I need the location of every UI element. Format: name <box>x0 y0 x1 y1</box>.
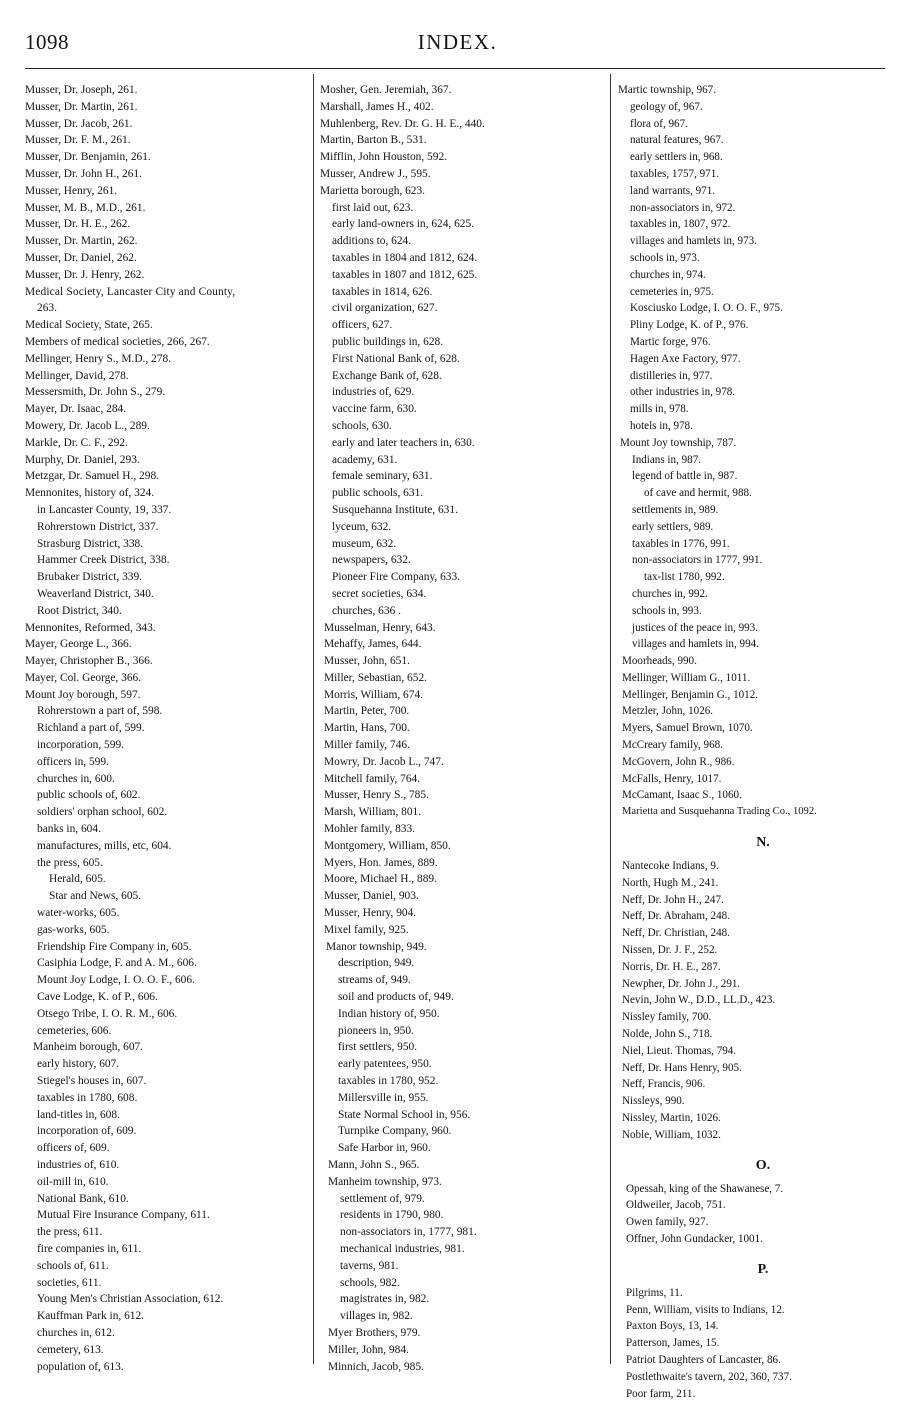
section-heading-p: P. <box>757 1261 769 1277</box>
index-entry: Musser, Dr. Martin, 261. <box>25 100 138 113</box>
index-entry: Norris, Dr. H. E., 287. <box>622 960 721 973</box>
index-entry: Penn, William, visits to Indians, 12. <box>626 1303 785 1316</box>
index-subentry: gas-works, 605. <box>37 923 110 936</box>
index-entry: Musser, Dr. J. Henry, 262. <box>25 268 145 281</box>
index-entry: Neff, Francis, 906. <box>622 1078 706 1091</box>
index-subentry: Brubaker District, 339. <box>37 571 143 584</box>
index-subentry: First National Bank of, 628. <box>332 352 460 365</box>
index-entry: Musser, Dr. H. E., 262. <box>25 218 131 231</box>
index-entry: Neff, Dr. Hans Henry, 905. <box>622 1061 742 1074</box>
index-entry: Musser, Dr. Benjamin, 261. <box>25 151 151 164</box>
index-subentry: taverns, 981. <box>340 1259 399 1272</box>
index-entry: Nantecoke Indians, 9. <box>622 860 719 873</box>
index-entry: Mowery, Dr. Jacob L., 289. <box>25 419 150 432</box>
index-subentry: mills in, 978. <box>630 403 689 416</box>
index-entry: McCreary family, 968. <box>622 739 723 752</box>
index-entry: Mayer, Christopher B., 366. <box>25 655 153 668</box>
index-subentry: Otsego Tribe, I. O. R. M., 606. <box>37 1007 178 1020</box>
index-entry: Murphy, Dr. Daniel, 293. <box>25 453 140 466</box>
index-entry: McGovern, John R., 986. <box>622 755 735 768</box>
index-subentry: legend of battle in, 987. <box>632 470 738 483</box>
index-entry: Mennonites, history of, 324. <box>25 487 155 500</box>
index-entry: McFalls, Henry, 1017. <box>622 772 722 785</box>
index-subentry: public buildings in, 628. <box>332 335 444 348</box>
index-subentry: National Bank, 610. <box>37 1192 129 1205</box>
section-heading-n: N. <box>756 835 770 851</box>
index-entry: Oldweiler, Jacob, 751. <box>626 1199 726 1212</box>
index-subentry: Safe Harbor in, 960. <box>338 1142 431 1155</box>
index-entry: Mohler family, 833. <box>324 823 416 836</box>
index-entry: Poor farm, 211. <box>626 1387 696 1400</box>
index-entry: Mifflin, John Houston, 592. <box>320 151 447 164</box>
index-subentry: civil organization, 627. <box>332 302 438 315</box>
index-subentry: other industries in, 978. <box>630 386 736 399</box>
index-subentry: Young Men's Christian Association, 612. <box>37 1293 224 1306</box>
index-subentry: Root District, 340. <box>37 604 122 617</box>
index-subentry: population of, 613. <box>37 1360 124 1373</box>
index-subentry: villages in, 982. <box>340 1310 413 1323</box>
column-divider-2 <box>610 74 611 1364</box>
index-entry: Morris, William, 674. <box>324 688 423 701</box>
index-subentry: description, 949. <box>338 957 415 970</box>
index-entry: Nissen, Dr. J. F., 252. <box>622 944 718 957</box>
index-entry: Mayer, Dr. Isaac, 284. <box>25 403 127 416</box>
index-subentry: land warrants, 971. <box>630 184 716 197</box>
index-subentry: public schools of, 602. <box>37 789 141 802</box>
index-entry: Owen family, 927. <box>626 1216 709 1229</box>
index-entry: Martin, Barton B., 531. <box>320 134 427 147</box>
index-entry: Nissleys, 990. <box>622 1095 685 1108</box>
index-column-3 <box>618 82 908 1402</box>
index-entry: Neff, Dr. Abraham, 248. <box>622 910 730 923</box>
index-subentry: non-associators in, 972. <box>630 201 736 214</box>
index-subentry: pioneers in, 950. <box>338 1024 414 1037</box>
index-subentry: cemeteries, 606. <box>37 1024 112 1037</box>
index-entry: Musser, M. B., M.D., 261. <box>25 201 146 214</box>
index-entry: Martin, Peter, 700. <box>324 705 410 718</box>
index-subsubentry: Herald, 605. <box>49 873 106 886</box>
index-subentry: villages and hamlets in, 973. <box>630 235 757 248</box>
index-subsubentry: Star and News, 605. <box>49 890 142 903</box>
index-entry: Mayer, George L., 366. <box>25 638 132 651</box>
index-subentry: cemeteries in, 975. <box>630 285 714 298</box>
index-entry: Muhlenberg, Rev. Dr. G. H. E., 440. <box>320 117 485 130</box>
index-subentry: newspapers, 632. <box>332 554 411 567</box>
index-subentry: Martic forge, 976. <box>630 335 711 348</box>
index-subentry: taxables, 1757, 971. <box>630 167 720 180</box>
index-subentry: early settlers, 989. <box>632 520 714 533</box>
index-subentry: the press, 605. <box>37 856 103 869</box>
index-entry: Postlethwaite's tavern, 202, 360, 737. <box>626 1370 792 1383</box>
index-subentry: natural features, 967. <box>630 134 724 147</box>
index-subentry: Weaverland District, 340. <box>37 587 154 600</box>
index-entry: Manheim township, 973. <box>328 1175 442 1188</box>
page-number: 1098 <box>25 30 69 54</box>
index-subentry: taxables in 1780, 952. <box>338 1075 439 1088</box>
index-subentry: schools in, 993. <box>632 604 702 617</box>
index-entry: Musser, John, 651. <box>324 655 410 668</box>
index-entry: Musser, Dr. F. M., 261. <box>25 134 131 147</box>
index-entry: Pilgrims, 11. <box>626 1286 683 1299</box>
index-entry: Minnich, Jacob, 985. <box>328 1360 424 1373</box>
index-subentry: Richland a part of, 599. <box>37 722 145 735</box>
index-entry: Patterson, James, 15. <box>626 1337 720 1350</box>
index-entry: Musser, Henry, 261. <box>25 184 118 197</box>
index-subentry: settlement of, 979. <box>340 1192 425 1205</box>
index-subentry: taxables in, 1807, 972. <box>630 218 731 231</box>
index-subentry: Pioneer Fire Company, 633. <box>332 571 461 584</box>
index-subentry: settlements in, 989. <box>632 503 719 516</box>
index-subentry: Rohrerstown a part of, 598. <box>37 705 163 718</box>
index-subentry: first settlers, 950. <box>338 1041 418 1054</box>
index-subentry: water-works, 605. <box>37 907 120 920</box>
index-subentry: streams of, 949. <box>338 974 411 987</box>
index-entry: Mellinger, Henry S., M.D., 278. <box>25 352 172 365</box>
index-subentry: first laid out, 623. <box>332 201 414 214</box>
index-subentry: Exchange Bank of, 628. <box>332 369 442 382</box>
index-entry: Musser, Dr. Joseph, 261. <box>25 84 138 96</box>
index-subentry: officers, 627. <box>332 319 393 332</box>
index-subentry: churches, 636 . <box>332 604 401 617</box>
index-subentry: churches in, 600. <box>37 772 115 785</box>
index-subsubentry: of cave and hermit, 988. <box>644 487 752 500</box>
index-entry: Montgomery, William, 850. <box>324 839 451 852</box>
index-subentry: the press, 611. <box>37 1226 103 1239</box>
index-subentry: taxables in 1780, 608. <box>37 1091 138 1104</box>
index-entry: Musser, Henry, 904. <box>324 907 417 920</box>
index-entry: Marietta and Susquehanna Trading Co., 1092. <box>622 806 817 818</box>
index-column-2 <box>320 82 606 1375</box>
index-subentry: distilleries in, 977. <box>630 369 713 382</box>
index-subentry: land-titles in, 608. <box>37 1108 120 1121</box>
index-entry: Mount Joy township, 787. <box>620 436 737 449</box>
index-entry: Mellinger, David, 278. <box>25 369 129 382</box>
index-entry: Mayer, Col. George, 366. <box>25 671 142 684</box>
index-entry: Markle, Dr. C. F., 292. <box>25 436 128 449</box>
index-subentry: incorporation, 599. <box>37 739 124 752</box>
index-subentry: early history, 607. <box>37 1058 120 1071</box>
index-entry: Marietta borough, 623. <box>320 184 426 197</box>
index-entry: Mosher, Gen. Jeremiah, 367. <box>320 84 452 96</box>
index-entry: Nevin, John W., D.D., LL.D., 423. <box>622 994 776 1007</box>
index-subentry: churches in, 974. <box>630 268 706 281</box>
index-entry: Musser, Andrew J., 595. <box>320 167 431 180</box>
index-subentry: Mutual Fire Insurance Company, 611. <box>37 1209 210 1222</box>
index-entry: Mixel family, 925. <box>324 923 409 936</box>
index-subentry: Friendship Fire Company in, 605. <box>37 940 192 953</box>
index-subentry: churches in, 992. <box>632 587 708 600</box>
index-subentry: Pliny Lodge, K. of P., 976. <box>630 319 749 332</box>
index-entry: Mennonites, Reformed, 343. <box>25 621 156 634</box>
index-subentry: geology of, 967. <box>630 100 703 113</box>
index-subentry: Hagen Axe Factory, 977. <box>630 352 741 365</box>
index-subentry: flora of, 967. <box>630 117 688 130</box>
index-entry: McCamant, Isaac S., 1060. <box>622 789 742 802</box>
index-subentry: banks in, 604. <box>37 823 101 836</box>
index-entry: Mount Joy borough, 597. <box>25 688 141 701</box>
index-entry: Metzgar, Dr. Samuel H., 298. <box>25 470 159 483</box>
index-entry: Members of medical societies, 266, 267. <box>25 335 210 348</box>
index-subentry: justices of the peace in, 993. <box>632 621 758 634</box>
index-subentry: Indians in, 987. <box>632 453 702 466</box>
index-subentry: schools in, 973. <box>630 251 700 264</box>
index-subsubentry: tax-list 1780, 992. <box>644 571 725 584</box>
index-entry: Marshall, James H., 402. <box>320 100 434 113</box>
index-entry: Mellinger, Benjamin G., 1012. <box>622 688 759 701</box>
index-subentry: schools, 630. <box>332 419 392 432</box>
index-subentry: manufactures, mills, etc, 604. <box>37 839 172 852</box>
index-entry: Musselman, Henry, 643. <box>324 621 436 634</box>
index-subentry: early land-owners in, 624, 625. <box>332 218 475 231</box>
index-subentry: industries of, 629. <box>332 386 415 399</box>
running-head-title: INDEX. <box>417 30 498 54</box>
index-entry: Opessah, king of the Shawanese, 7. <box>626 1182 784 1195</box>
index-subentry: fire companies in, 611. <box>37 1242 142 1255</box>
index-entry: Myers, Samuel Brown, 1070. <box>622 722 753 735</box>
index-subentry: societies, 611. <box>37 1276 102 1289</box>
index-subentry: villages and hamlets in, 994. <box>632 638 759 651</box>
index-subentry: taxables in 1814, 626. <box>332 285 433 298</box>
index-subentry: Casiphia Lodge, F. and A. M., 606. <box>37 957 197 970</box>
index-subentry: State Normal School in, 956. <box>338 1108 471 1121</box>
page-header <box>0 0 915 62</box>
index-entry: Offner, John Gundacker, 1001. <box>626 1233 763 1245</box>
index-subentry: public schools, 631. <box>332 487 424 500</box>
index-entry: Nissley, Martin, 1026. <box>622 1112 721 1125</box>
index-entry: Medical Society, Lancaster City and County, <box>25 285 236 298</box>
index-entry: Musser, Henry S., 785. <box>324 789 429 802</box>
index-subentry: residents in 1790, 980. <box>340 1209 444 1222</box>
index-entry: Manheim borough, 607. <box>33 1041 144 1054</box>
index-entry: Moorheads, 990. <box>622 655 697 668</box>
index-subentry: oil-mill in, 610. <box>37 1175 109 1188</box>
index-entry: Marsh, William, 801. <box>324 806 422 819</box>
index-subentry: Turnpike Company, 960. <box>338 1125 452 1138</box>
index-subentry: magistrates in, 982. <box>340 1293 430 1306</box>
index-entry: Myers, Hon. James, 889. <box>324 856 438 869</box>
index-entry: Martic township, 967. <box>618 84 716 96</box>
index-entry: Myer Brothers, 979. <box>328 1326 421 1339</box>
index-entry: Mann, John S., 965. <box>328 1159 420 1171</box>
index-entry: Nissley family, 700. <box>622 1011 712 1024</box>
index-entry: Nolde, John S., 718. <box>622 1028 713 1041</box>
index-subentry: hotels in, 978. <box>630 419 693 432</box>
index-subentry: Mount Joy Lodge, I. O. O. F., 606. <box>37 974 195 987</box>
index-column-1 <box>25 82 308 1375</box>
index-subentry: early patentees, 950. <box>338 1058 432 1071</box>
index-subentry: Indian history of, 950. <box>338 1007 440 1020</box>
index-entry: Miller, John, 984. <box>328 1343 409 1356</box>
index-subentry: officers in, 599. <box>37 755 109 768</box>
index-subentry: soldiers' orphan school, 602. <box>37 806 168 819</box>
index-subentry: taxables in 1807 and 1812, 625. <box>332 268 478 281</box>
index-subentry: taxables in 1776, 991. <box>632 537 730 550</box>
index-entry: Mehaffy, James, 644. <box>324 638 422 651</box>
index-entry: Metzler, John, 1026. <box>622 705 714 718</box>
index-subentry: early and later teachers in, 630. <box>332 436 475 449</box>
index-subentry: Millersville in, 955. <box>338 1091 429 1104</box>
index-entry: Mitchell family, 764. <box>324 772 421 785</box>
index-entry: Musser, Dr. John H., 261. <box>25 167 142 180</box>
index-subentry: Rohrerstown District, 337. <box>37 520 159 533</box>
index-entry: Mellinger, William G., 1011. <box>622 671 751 684</box>
index-subentry: museum, 632. <box>332 537 397 550</box>
index-subentry: Hammer Creek District, 338. <box>37 554 170 567</box>
index-entry: Martin, Hans, 700. <box>324 722 410 735</box>
index-subentry: Strasburg District, 338. <box>37 537 144 550</box>
index-entry: Medical Society, State, 265. <box>25 319 153 332</box>
index-entry: Mowry, Dr. Jacob L., 747. <box>324 755 444 768</box>
index-subentry: churches in, 612. <box>37 1326 115 1339</box>
index-subentry: industries of, 610. <box>37 1159 120 1171</box>
index-subentry: Stiegel's houses in, 607. <box>37 1075 147 1088</box>
index-entry: North, Hugh M., 241. <box>622 876 719 889</box>
index-subentry: early settlers in, 968. <box>630 151 723 164</box>
column-divider-1 <box>313 74 314 1364</box>
index-entry: Neff, Dr. Christian, 248. <box>622 927 730 940</box>
index-subentry: Kosciusko Lodge, I. O. O. F., 975. <box>630 302 783 315</box>
index-entry: Neff, Dr. John H., 247. <box>622 893 724 906</box>
index-subentry: non-associators in, 1777, 981. <box>340 1226 477 1239</box>
index-subentry: Cave Lodge, K. of P., 606. <box>37 991 158 1004</box>
index-entry: Musser, Dr. Jacob, 261. <box>25 117 133 130</box>
section-heading-o: O. <box>755 1157 771 1173</box>
index-subentry: soil and products of, 949. <box>338 991 454 1004</box>
index-subentry: cemetery, 613. <box>37 1343 104 1356</box>
index-subentry: schools of, 611. <box>37 1259 109 1272</box>
index-entry: Messersmith, Dr. John S., 279. <box>25 386 166 399</box>
index-entry: Noble, William, 1032. <box>622 1128 721 1141</box>
index-subentry: taxables in 1804 and 1812, 624. <box>332 251 478 264</box>
index-subentry: Kauffman Park in, 612. <box>37 1310 145 1323</box>
index-subentry: secret societies, 634. <box>332 587 427 600</box>
index-subentry: schools, 982. <box>340 1276 400 1289</box>
index-subentry: female seminary, 631. <box>332 470 433 483</box>
index-subentry: academy, 631. <box>332 453 398 466</box>
index-entry: Miller family, 746. <box>324 739 410 752</box>
index-subentry: Susquehanna Institute, 631. <box>332 503 458 516</box>
index-entry: Paxton Boys, 13, 14. <box>626 1320 719 1333</box>
header-rule <box>25 68 885 69</box>
index-subentry: mechanical industries, 981. <box>340 1242 465 1255</box>
index-entry-continuation: 263. <box>37 302 57 315</box>
index-entry: Patriot Daughters of Lancaster, 86. <box>626 1353 781 1366</box>
index-subentry: officers of, 609. <box>37 1142 110 1155</box>
index-entry: Moore, Michael H., 889. <box>324 873 437 886</box>
index-subentry: in Lancaster County, 19, 337. <box>37 503 172 516</box>
index-entry: Niel, Lieut. Thomas, 794. <box>622 1044 737 1057</box>
index-entry: Musser, Dr. Daniel, 262. <box>25 251 137 264</box>
index-subentry: incorporation of, 609. <box>37 1125 137 1138</box>
index-entry: Miller, Sebastian, 652. <box>324 671 427 684</box>
index-subentry: additions to, 624. <box>332 235 412 248</box>
index-subentry: lyceum, 632. <box>332 520 392 533</box>
index-entry: Manor township, 949. <box>326 940 427 953</box>
index-entry: Musser, Dr. Martin, 262. <box>25 235 138 248</box>
index-entry: Musser, Daniel, 903. <box>324 890 419 903</box>
index-subentry: vaccine farm, 630. <box>332 403 417 416</box>
index-subentry: non-associators in 1777, 991. <box>632 554 763 567</box>
index-entry: Newpher, Dr. John J., 291. <box>622 977 741 990</box>
